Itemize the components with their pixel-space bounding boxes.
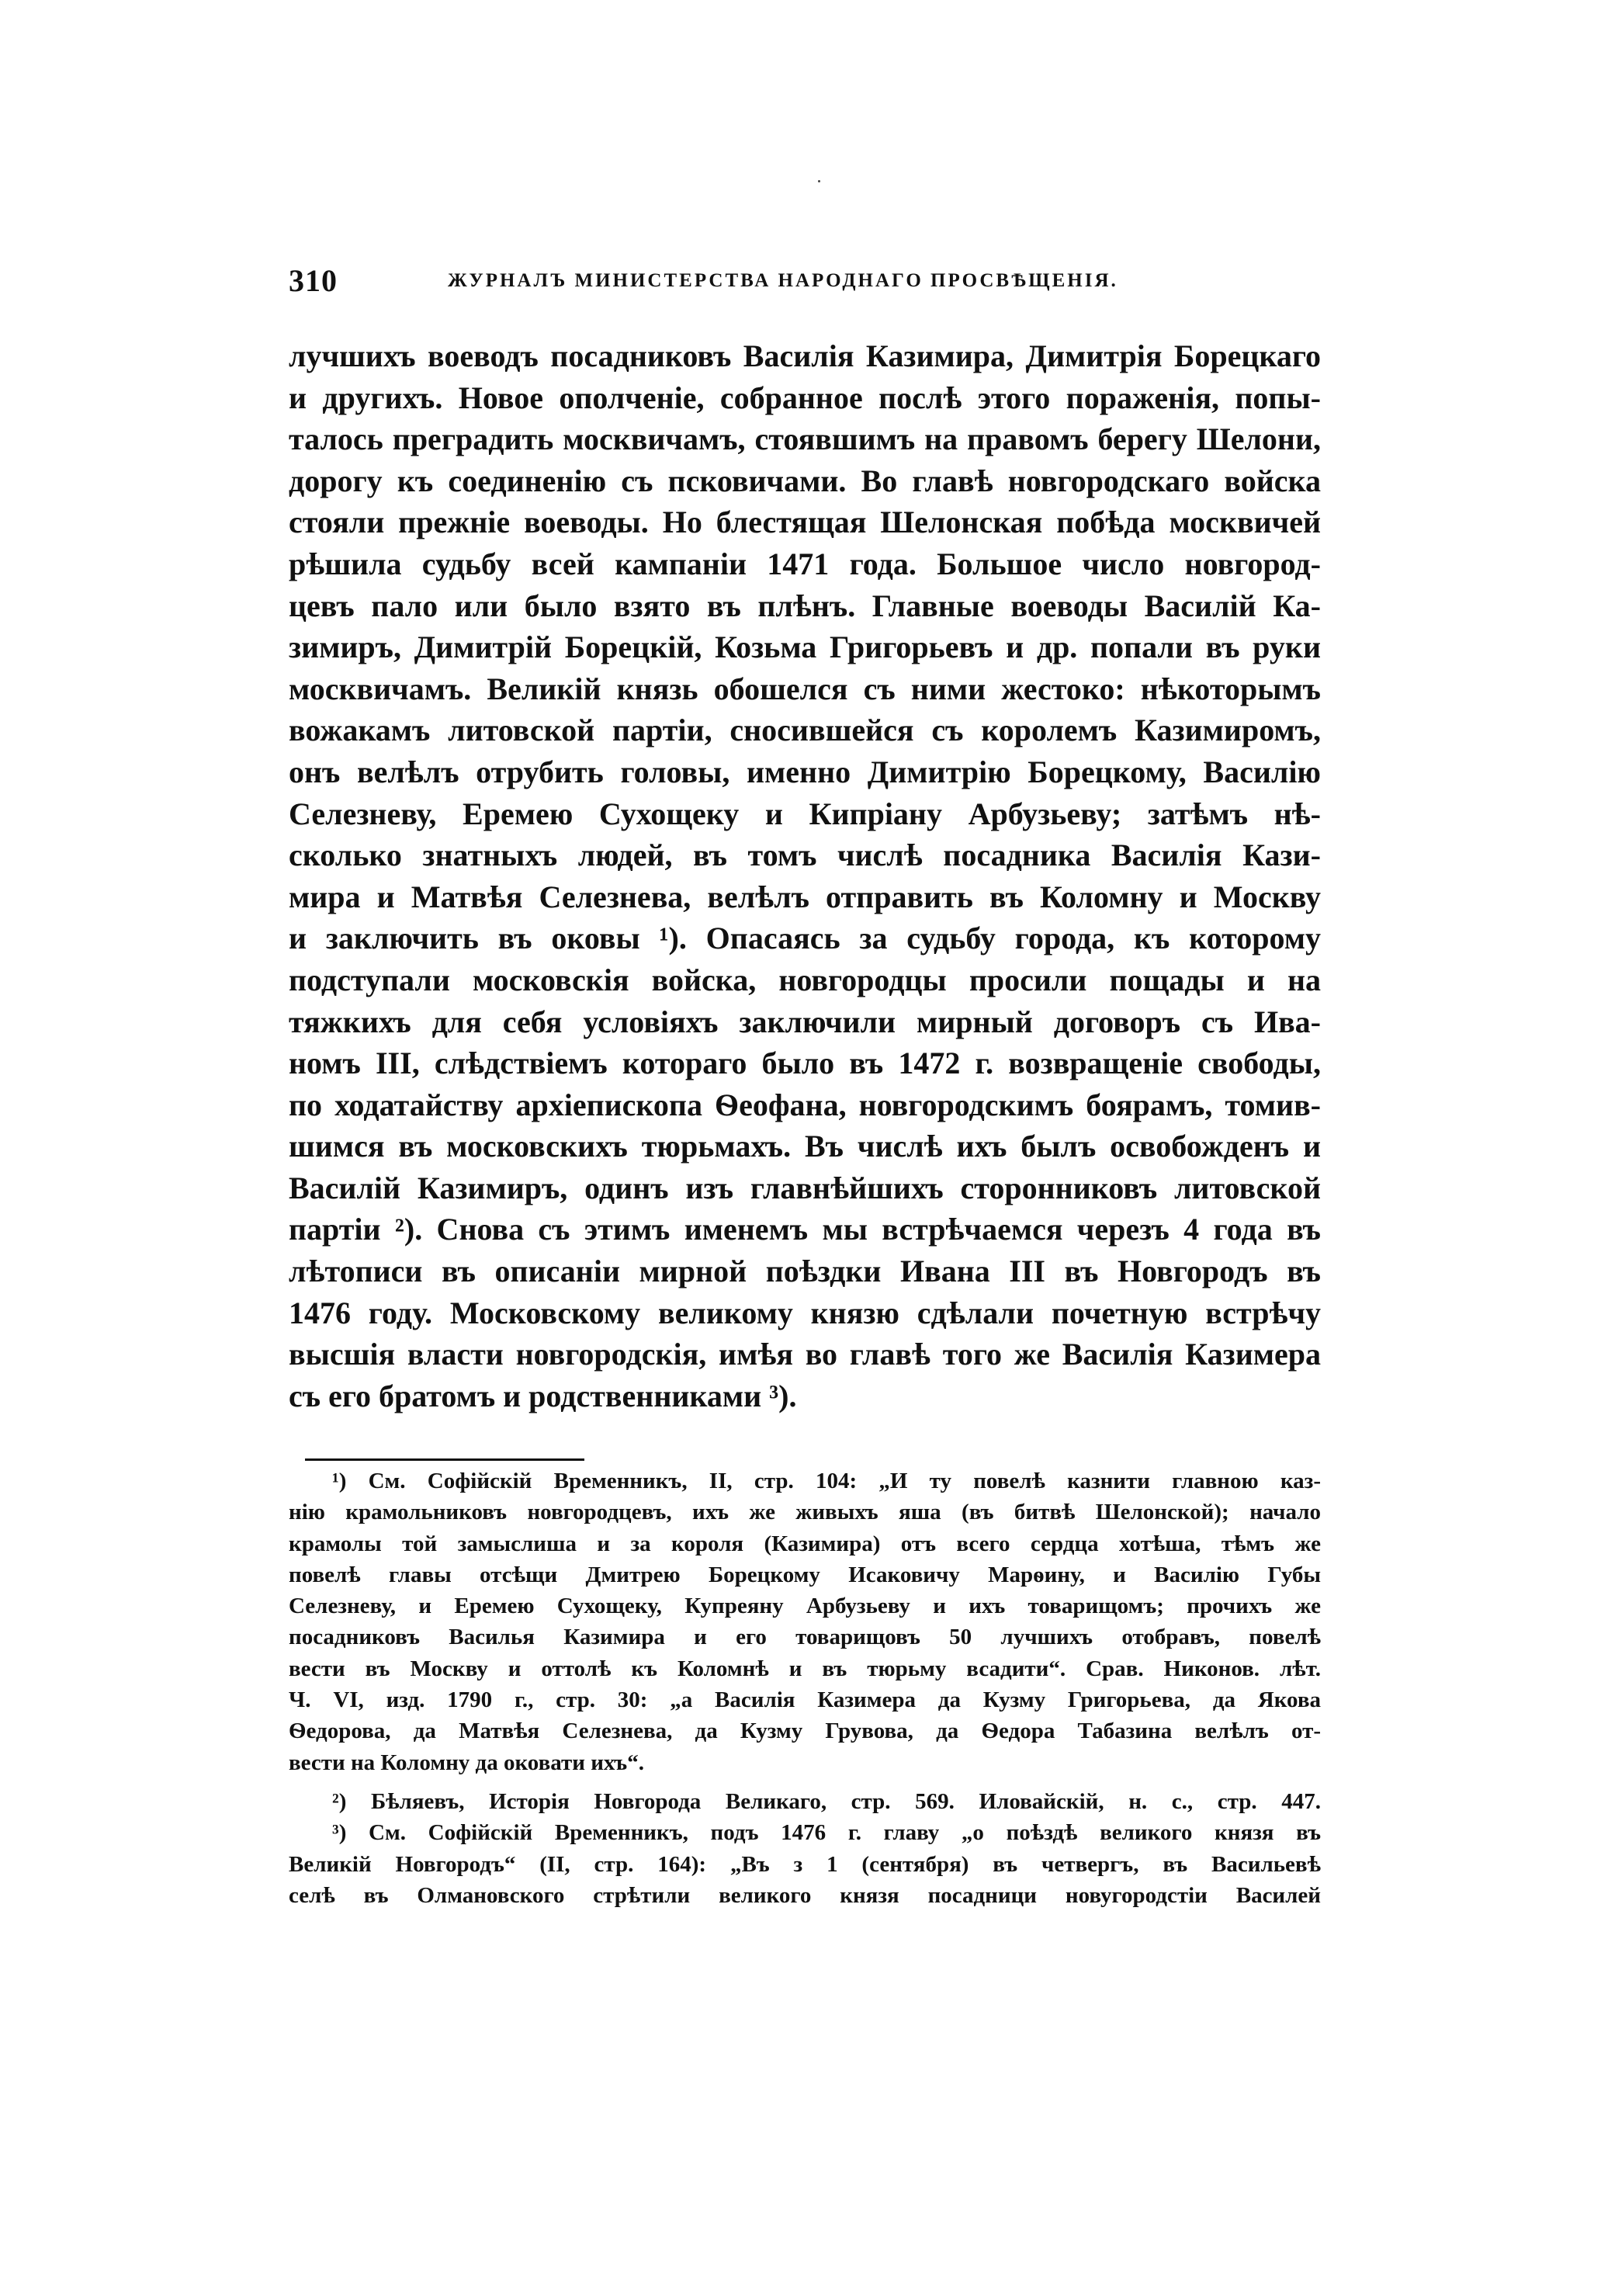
text-line: и заключить въ оковы ¹). Опасаясь за судьбу города, къ которому [289, 921, 1321, 956]
text-line: шимся въ московскихъ тюрьмахъ. Въ числѣ ихъ былъ освобожденъ и [289, 1129, 1321, 1164]
text-line: талось преградить москвичамъ, стоявшимъ на правомъ берегу Шелони, [289, 421, 1321, 457]
text-line: вожакамъ литовской партіи, сносившейся съ королемъ Казимиромъ, [289, 713, 1321, 748]
footnote-line: ³) См. Софійскій Временникъ, подъ 1476 г. главу „о поѣздѣ великого князя въ [332, 1820, 1321, 1846]
text-line: цевъ пало или было взято въ плѣнъ. Главные воеводы Василій Ка- [289, 588, 1321, 623]
footnote-line: Ч. VI, изд. 1790 г., стр. 30: „а Василія Казимера да Кузму Григорьева, да Якова [289, 1687, 1321, 1713]
main-text [289, 335, 1321, 1417]
text-line: мира и Матвѣя Селезнева, велѣлъ отправить въ Коломну и Москву [289, 879, 1321, 914]
footnote-line: Великій Новгородъ“ (II, стр. 164): „Въ з 1 (сентября) въ четвергъ, въ Васильевѣ [289, 1851, 1321, 1877]
text-line: и другихъ. Новое ополченіе, собранное послѣ этого пораженія, попы- [289, 380, 1321, 415]
footnote-line: повелѣ главы отсѣщи Дмитрею Борецкому Исаковичу Марѳину, и Василію Губы [289, 1562, 1321, 1587]
text-line: по ходатайству архіепископа Ѳеофана, новгородскимъ боярамъ, томив- [289, 1087, 1321, 1122]
text-line: зимиръ, Димитрій Борецкій, Козьма Григорьевъ и др. попали въ руки [289, 629, 1321, 665]
text-line: партіи ²). Снова съ этимъ именемъ мы встрѣчаемся черезъ 4 года въ [289, 1212, 1321, 1247]
text-line: подступали московскія войска, новгородцы просили пощады и на [289, 962, 1321, 997]
footnote-line: Ѳедорова, да Матвѣя Селезнева, да Кузму Грувова, да Ѳедора Табазина велѣлъ от- [289, 1719, 1321, 1744]
text-line: лѣтописи въ описаніи мирной поѣздки Ивана III въ Новгородъ въ [289, 1254, 1321, 1289]
text-line: онъ велѣлъ отрубить головы, именно Димитрію Борецкому, Василію [289, 754, 1321, 789]
text-line: Василій Казимиръ, одинъ изъ главнѣйшихъ сторонниковъ литовской [289, 1170, 1321, 1205]
text-line: Селезневу, Еремею Сухощеку и Кипріану Арбузьеву; затѣмъ нѣ- [289, 796, 1321, 831]
text-line: номъ III, слѣдствіемъ котораго было въ 1472 г. возвращеніе свободы, [289, 1046, 1321, 1081]
footnote-line: Селезневу, и Еремею Сухощеку, Купреяну Арбузьеву и ихъ товарищомъ; прочихъ же [289, 1594, 1321, 1619]
text-line: рѣшила судьбу всей кампаніи 1471 года. Большое число новгород- [289, 546, 1321, 581]
ink-speck [818, 180, 820, 182]
footnote-line: крамолы той замыслиша и за короля (Казимира) отъ всего сердца хотѣша, тѣмъ же [289, 1531, 1321, 1556]
text-line: съ его братомъ и родственниками ³). [289, 1378, 797, 1413]
text-line: высшія власти новгородскія, имѣя во главѣ того же Василія Казимера [289, 1337, 1321, 1372]
running-title: ЖУРНАЛЪ МИНИСТЕРСТВА НАРОДНАГО ПРОСВѢЩЕНІЯ. [448, 270, 1118, 291]
page-header [289, 262, 1313, 309]
text-line: стояли прежніе воеводы. Но блестящая Шелонская побѣда москвичей [289, 505, 1321, 540]
footnote-line: посадниковъ Василья Казимира и его товарищовъ 50 лучшихъ отобравъ, повелѣ [289, 1625, 1321, 1650]
footnote-line: вести на Коломну да оковати ихъ“. [289, 1750, 644, 1775]
footnote-separator [305, 1458, 584, 1461]
page-number: 310 [289, 263, 338, 298]
footnote-line: вести въ Москву и оттолѣ къ Коломнѣ и въ тюрьму всадити“. Срав. Никонов. лѣт. [289, 1656, 1321, 1681]
footnote-line: селѣ въ Олмановского стрѣтили великого князя посадници новугородстіи Василей [289, 1882, 1321, 1908]
footnote-line: нію крамольниковъ новгородцевъ, ихъ же живыхъ яша (въ битвѣ Шелонской); начало [289, 1500, 1321, 1525]
text-line: дорогу къ соединенію съ псковичами. Во главѣ новгородскаго войска [289, 463, 1321, 498]
footnote-line: ¹) См. Софійскій Временникъ, II, стр. 104: „И ту повелѣ казнити главною каз- [332, 1469, 1321, 1493]
text-line: сколько знатныхъ людей, въ томъ числѣ посадника Василія Кази- [289, 838, 1321, 873]
footnote-line: ²) Бѣляевъ, Исторія Новгорода Великаго, стр. 569. Иловайскій, н. с., стр. 447. [332, 1788, 1321, 1814]
text-line: лучшихъ воеводъ посадниковъ Василія Казимира, Димитрія Борецкаго [289, 338, 1321, 373]
text-line: москвичамъ. Великій князь обошелся съ ними жестоко: нѣкоторымъ [289, 671, 1321, 706]
footnotes [289, 1465, 1321, 1911]
text-line: 1476 году. Московскому великому князю сдѣлали почетную встрѣчу [289, 1295, 1321, 1330]
text-line: тяжкихъ для себя условіяхъ заключили мирный договоръ съ Ива- [289, 1004, 1321, 1039]
